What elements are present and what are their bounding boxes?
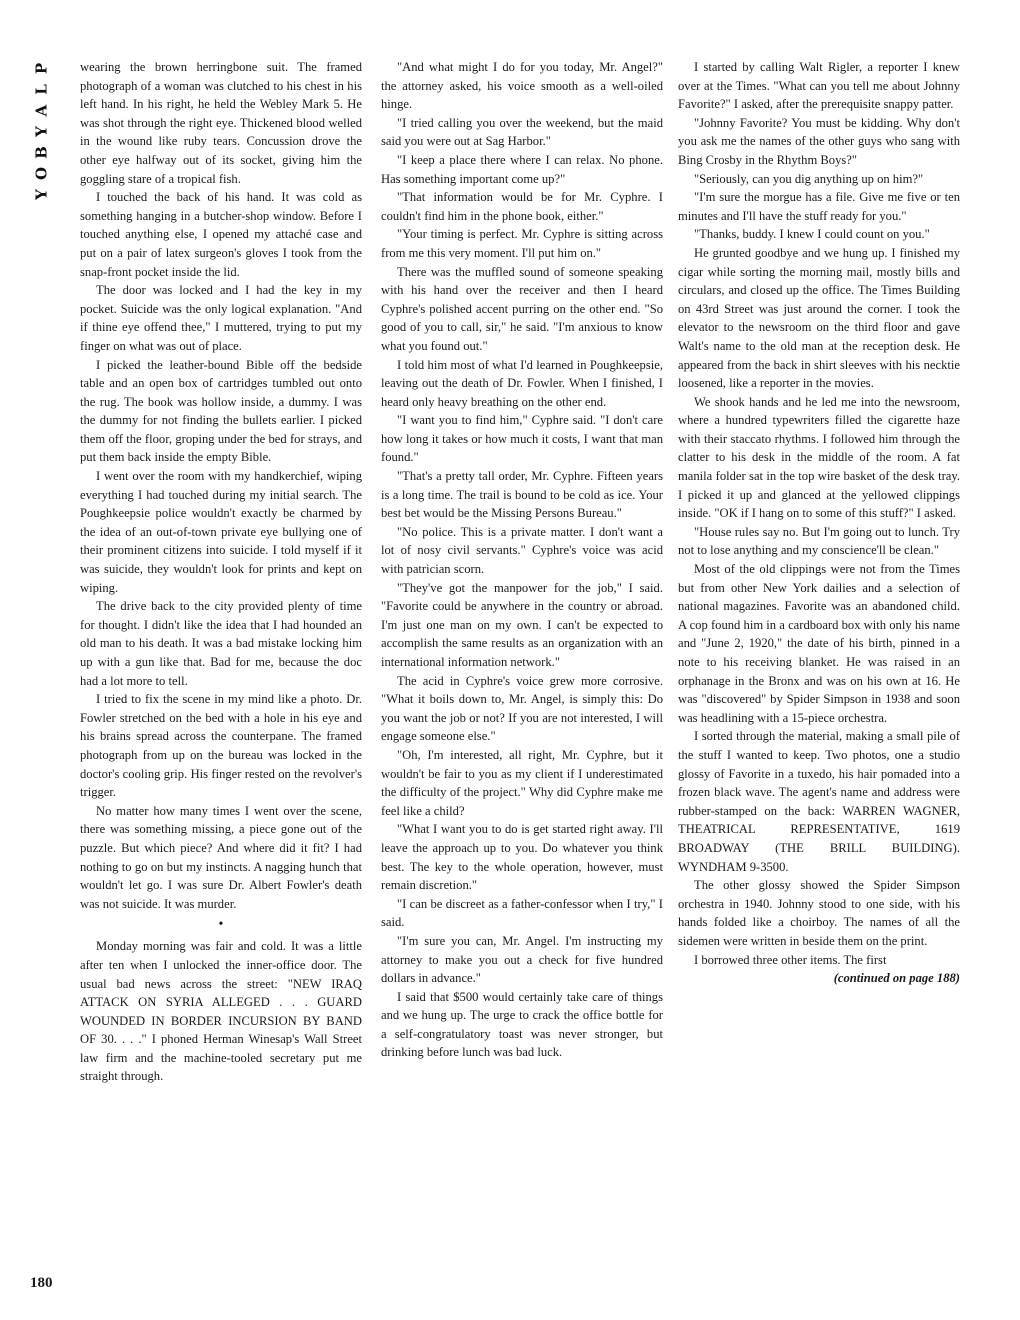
masthead-letter: Y [32,189,51,200]
paragraph: There was the muffled sound of someone speaking with his hand over the receiver and then I heard Cyphre's polished accent purring on the other end. "So good of you to call, sir," he said. "I'm anxious to know what you found out." [381,264,663,353]
paragraph: "No police. This is a private matter. I don't want a lot of nosy civil servants." Cyphre's voice was acid with patrician scorn. [381,524,663,577]
paragraph: "Seriously, can you dig anything up on him?" [694,171,924,186]
paragraph: "House rules say no. But I'm going out to lunch. Try not to lose anything and my conscience'll be clean." [678,524,960,558]
paragraph: "I tried calling you over the weekend, but the maid said you were out at Sag Harbor." [381,115,663,149]
masthead-letter: Y [32,126,51,137]
paragraph: I borrowed three other items. The first [694,952,887,967]
paragraph: No matter how many times I went over the scene, there was something missing, a piece gone out of the puzzle. But which piece? And where did it fit? I had nothing to go on but my instincts. A nagging hunch that wouldn't let go. I was sure Dr. Albert Fowler's death was not suicide. It was murder. [80,803,362,911]
paragraph: Most of the old clippings were not from the Times but from other New York dailies and a selection of national magazines. Favorite was an abandoned child. A cop found him in a cardboard box with only his name and "June 2, 1920," the date of his birth, pinned in a note to his receiving blanket. He was raised in an orphanage in the Bronx and was on his own at 16. He was "discovered" by Spider Simpson in 1938 and soon was headlining with a 15-piece orchestra. [678,562,960,725]
article-column-2 [381,58,663,1298]
paragraph: "Johnny Favorite? You must be kidding. Why don't you ask me the names of the other guys who sang with Bing Crosby in the Rhythm Boys?" [678,115,960,167]
magazine-masthead [28,58,56,205]
paragraph: "That's a pretty tall order, Mr. Cyphre. Fifteen years is a long time. The trail is bound to be cold as ice. Your best bet would be the Missing Persons Bureau." [381,469,663,521]
paragraph: "And what might I do for you today, Mr. Angel?" the attorney asked, his voice smooth as a well-oiled hinge. [381,60,663,112]
masthead-letter: P [32,62,51,75]
paragraph: "I can be discreet as a father-confessor when I try," I said. [381,896,663,930]
paragraph: I picked the leather-bound Bible off the bedside table and an open box of cartridges tumbled out onto the rug. The book was hollow inside, a dummy. I was the dummy for not finding the bullets earlier. I picked them off the floor, groping under the bed for strays, and put them back inside the empty Bible. [80,357,362,465]
masthead-letter: O [32,166,51,181]
paragraph: We shook hands and he led me into the newsroom, where a hundred typewriters filled the cigarette haze with their staccato rhythms. I followed him through the clatter to his desk in the middle of the room. A fat manila folder sat in the top wire basket of the desk tray. I picked it up and glanced at the yellowed clippings inside. "OK if I hang on to some of this stuff?" I asked. [678,394,960,521]
paragraph: I sorted through the material, making a small pile of the stuff I wanted to keep. Two photos, one a studio glossy of Favorite in a tuxedo, his hair pomaded into a frozen black wave. The agent's name and address were rubber-stamped on the back: WARREN WAGNER, THEATRICAL REPRESENTATIVE, 1619 BROADWAY (THE BRILL BUILDING). WYNDHAM 9-3500. [678,729,960,874]
paragraph: I tried to fix the scene in my mind like a photo. Dr. Fowler stretched on the bed with a hole in his eye and his brains spread across the counterpane. The framed photograph from up on the bureau was locked in the doctor's cooling grip. His finger rested on the revolver's trigger. [80,692,362,800]
masthead-letter: B [32,146,51,159]
paragraph: "I'm sure you can, Mr. Angel. I'm instructing my attorney to make you out a check for five hundred dollars in advance." [381,933,663,986]
article-column-3 [678,58,960,1298]
paragraph: He grunted goodbye and we hung up. I finished my cigar while sorting the morning mail, mostly bills and circulars, and closed up the office. The Times Building on 43rd Street was just around the corner. I took the elevator to the newsroom on the third floor and gave Walt's name to the old man at the reception desk. He appeared from the back in shirt sleeves with his necktie loosened, like a reporter in the movies. [678,245,960,391]
paragraph: "Your timing is perfect. Mr. Cyphre is sitting across from me this very moment. I'll put him on." [381,227,663,260]
paragraph: "I keep a place there where I can relax. No phone. Has something important come up?" [381,152,663,186]
paragraph: I touched the back of his hand. It was cold as something hanging in a butcher-shop window. Before I touched anything else, I opened my attaché case and put on a pair of latex surgeon's gloves I took from the snap-front pocket inside the lid. [80,190,362,279]
paragraph: "Oh, I'm interested, all right, Mr. Cyphre, but it wouldn't be fair to you as my client if I underestimated the difficulty of the project." Why did Cyphre make me feel like a child? [381,747,663,818]
masthead-letter: L [32,84,51,95]
paragraph: The other glossy showed the Spider Simpson orchestra in 1940. Johnny stood to one side, with his hands folded like a choirboy. The names of all the sidemen were written in beside them on the print. [678,878,960,948]
paragraph: "What I want you to do is get started right away. I'll leave the approach up to you. Do whatever you think best. The key to the whole operation, however, must remain discretion." [381,822,663,893]
paragraph: "They've got the manpower for the job," I said. "Favorite could be anywhere in the country or abroad. I'm just one man on my own. I can't be expected to accomplish the same results as an organization with an international information network." [381,580,663,669]
paragraph: "That information would be for Mr. Cyphre. I couldn't find him in the phone book, either." [381,190,663,223]
paragraph: • [218,917,224,933]
paragraph: I told him most of what I'd learned in Poughkeepsie, leaving out the death of Dr. Fowler. When I finished, I heard only heavy breathing on the other end. [381,357,663,409]
paragraph: Monday morning was fair and cold. It was a little after ten when I unlocked the inner-office door. The usual bad news across the street: "NEW IRAQ ATTACK ON SYRIA ALLEGED . . . GUARD WOUNDED IN BORDER INCURSION BY BAND OF 30. . . ." I phoned Herman Winesap's Wall Street law firm and the machine-tooled secretary put me straight through. [80,939,362,1084]
paragraph: (continued on page 188) [833,971,960,986]
paragraph: "I want you to find him," Cyphre said. "I don't care how long it takes or how much it costs, I want that man found." [381,413,663,465]
page-number: 180 [30,1275,53,1291]
paragraph: I said that $500 would certainly take care of things and we hung up. The urge to crack the office bottle for a self-congratulatory toast was never stronger, but drinking before lunch was bad luck. [381,989,663,1060]
paragraph: I started by calling Walt Rigler, a reporter I knew over at the Times. "What can you tell me about Johnny Favorite?" I asked, after the prerequisite snappy patter. [678,60,960,112]
article-column-1 [80,58,362,1298]
paragraph: "I'm sure the morgue has a file. Give me five or ten minutes and I'll have the stuff ready for you." [678,190,960,223]
paragraph: I went over the room with my handkerchief, wiping everything I had touched during my initial search. The Poughkeepsie police wouldn't exactly be charmed by the idea of an out-of-town private eye bullying one of their prominent citizens into suicide. I told myself if it was suicide, they wouldn't look for prints and kept on wiping. [80,469,362,595]
masthead-letter: A [32,104,51,117]
paragraph: The drive back to the city provided plenty of time for thought. I didn't like the idea that I had hounded an old man to his death. It was a bad mistake locking him up with a gun like that. Bad for me, because the doc had a lot more to tell. [80,599,362,688]
paragraph: wearing the brown herringbone suit. The framed photograph of a woman was clutched to his chest in his left hand. In his right, he held the Webley Mark 5. He was shot through the right eye. Thickened blood welled in the wound like ruby tears. Concussion drove the other eye halfway out of its socket, giving him the goggling stare of a tropical fish. [80,60,362,186]
paragraph: "Thanks, buddy. I knew I could count on you." [694,227,930,242]
paragraph: The acid in Cyphre's voice grew more corrosive. "What it boils down to, Mr. Angel, is simply this: Do you want the job or not? If you are not interested, I will engage someone else." [381,673,663,744]
paragraph: The door was locked and I had the key in my pocket. Suicide was the only logical explanation. "And if thine eye offend thee," I muttered, trying to put my finger on what was out of place. [80,283,362,353]
